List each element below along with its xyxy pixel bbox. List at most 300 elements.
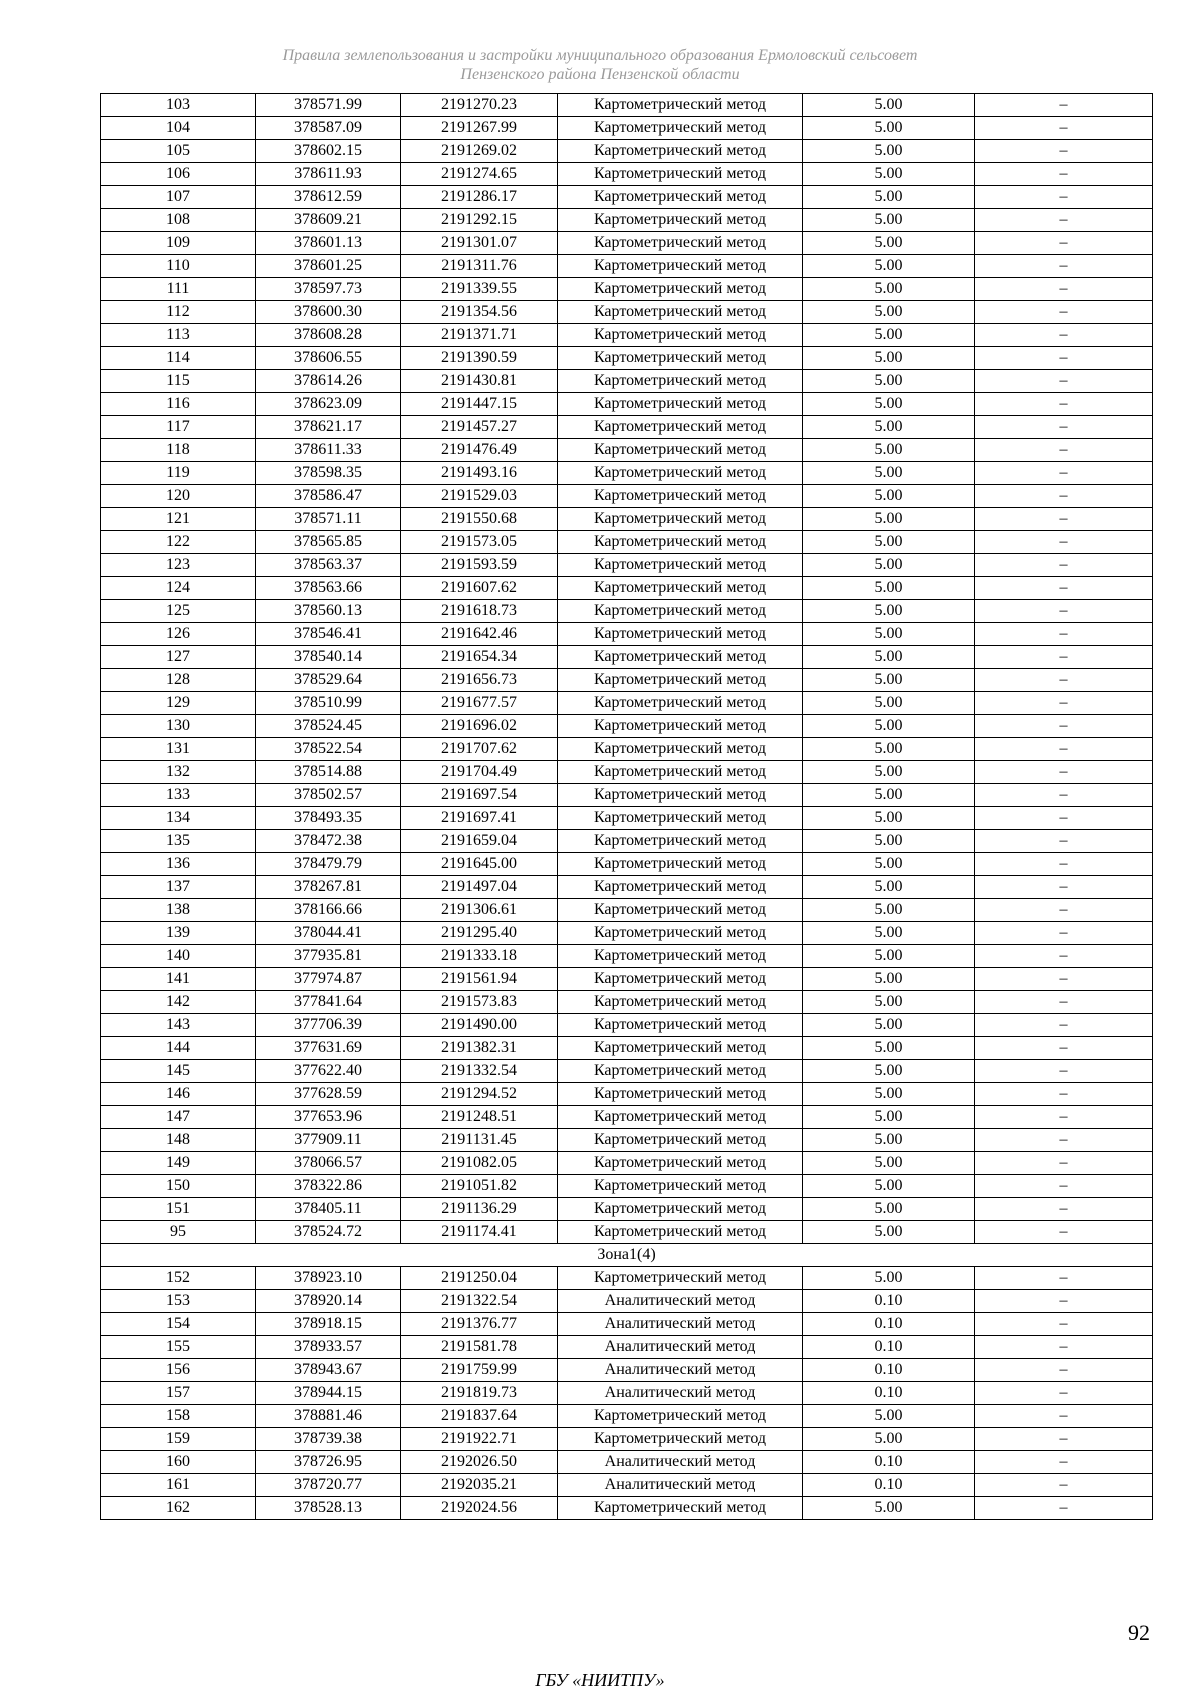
point-number-cell: 139 [101, 922, 256, 945]
x-coordinate-cell: 378739.38 [256, 1428, 401, 1451]
point-number-cell: 145 [101, 1060, 256, 1083]
point-number-cell: 132 [101, 761, 256, 784]
accuracy-cell: 5.00 [803, 1497, 975, 1520]
description-cell: – [975, 1290, 1153, 1313]
description-cell: – [975, 853, 1153, 876]
description-cell: – [975, 899, 1153, 922]
table-row [101, 508, 1153, 531]
accuracy-cell: 5.00 [803, 646, 975, 669]
accuracy-cell: 5.00 [803, 830, 975, 853]
accuracy-cell: 0.10 [803, 1474, 975, 1497]
point-number-cell: 122 [101, 531, 256, 554]
table-row [101, 1336, 1153, 1359]
y-coordinate-cell: 2191656.73 [401, 669, 558, 692]
description-cell: – [975, 462, 1153, 485]
point-number-cell: 151 [101, 1198, 256, 1221]
y-coordinate-cell: 2191677.57 [401, 692, 558, 715]
description-cell: – [975, 485, 1153, 508]
point-number-cell: 143 [101, 1014, 256, 1037]
point-number-cell: 118 [101, 439, 256, 462]
table-row [101, 554, 1153, 577]
accuracy-cell: 5.00 [803, 531, 975, 554]
accuracy-cell: 5.00 [803, 922, 975, 945]
method-cell: Картометрический метод [558, 416, 803, 439]
description-cell: – [975, 301, 1153, 324]
point-number-cell: 116 [101, 393, 256, 416]
point-number-cell: 124 [101, 577, 256, 600]
accuracy-cell: 5.00 [803, 1428, 975, 1451]
x-coordinate-cell: 378606.55 [256, 347, 401, 370]
x-coordinate-cell: 378881.46 [256, 1405, 401, 1428]
point-number-cell: 109 [101, 232, 256, 255]
description-cell: – [975, 1451, 1153, 1474]
y-coordinate-cell: 2191136.29 [401, 1198, 558, 1221]
point-number-cell: 157 [101, 1382, 256, 1405]
table-row [101, 784, 1153, 807]
table-row [101, 1175, 1153, 1198]
accuracy-cell: 0.10 [803, 1313, 975, 1336]
header-line-1: Правила землепользования и застройки муниципального образования Ермоловский сельсовет [282, 47, 918, 64]
x-coordinate-cell: 377622.40 [256, 1060, 401, 1083]
accuracy-cell: 5.00 [803, 807, 975, 830]
description-cell: – [975, 1382, 1153, 1405]
description-cell: – [975, 1129, 1153, 1152]
accuracy-cell: 5.00 [803, 209, 975, 232]
point-number-cell: 162 [101, 1497, 256, 1520]
method-cell: Аналитический метод [558, 1359, 803, 1382]
y-coordinate-cell: 2191593.59 [401, 554, 558, 577]
method-cell: Картометрический метод [558, 393, 803, 416]
x-coordinate-cell: 378608.28 [256, 324, 401, 347]
x-coordinate-cell: 377935.81 [256, 945, 401, 968]
y-coordinate-cell: 2191286.17 [401, 186, 558, 209]
x-coordinate-cell: 378601.25 [256, 255, 401, 278]
point-number-cell: 112 [101, 301, 256, 324]
accuracy-cell: 5.00 [803, 485, 975, 508]
table-row [101, 1152, 1153, 1175]
description-cell: – [975, 439, 1153, 462]
x-coordinate-cell: 378609.21 [256, 209, 401, 232]
x-coordinate-cell: 378586.47 [256, 485, 401, 508]
point-number-cell: 156 [101, 1359, 256, 1382]
point-number-cell: 111 [101, 278, 256, 301]
method-cell: Картометрический метод [558, 508, 803, 531]
accuracy-cell: 5.00 [803, 508, 975, 531]
x-coordinate-cell: 378502.57 [256, 784, 401, 807]
y-coordinate-cell: 2191696.02 [401, 715, 558, 738]
table-row [101, 830, 1153, 853]
y-coordinate-cell: 2191274.65 [401, 163, 558, 186]
table-row [101, 163, 1153, 186]
description-cell: – [975, 117, 1153, 140]
accuracy-cell: 5.00 [803, 876, 975, 899]
description-cell: – [975, 1313, 1153, 1336]
y-coordinate-cell: 2191292.15 [401, 209, 558, 232]
table-row [101, 715, 1153, 738]
method-cell: Картометрический метод [558, 692, 803, 715]
method-cell: Картометрический метод [558, 209, 803, 232]
x-coordinate-cell: 378510.99 [256, 692, 401, 715]
method-cell: Картометрический метод [558, 278, 803, 301]
table-row [101, 278, 1153, 301]
description-cell: – [975, 531, 1153, 554]
table-row [101, 1290, 1153, 1313]
description-cell: – [975, 370, 1153, 393]
y-coordinate-cell: 2191371.71 [401, 324, 558, 347]
y-coordinate-cell: 2191645.00 [401, 853, 558, 876]
description-cell: – [975, 163, 1153, 186]
table-row [101, 1359, 1153, 1382]
x-coordinate-cell: 377628.59 [256, 1083, 401, 1106]
table-row [101, 1106, 1153, 1129]
point-number-cell: 123 [101, 554, 256, 577]
y-coordinate-cell: 2191529.03 [401, 485, 558, 508]
coordinates-table [100, 93, 1153, 1520]
point-number-cell: 117 [101, 416, 256, 439]
table-row [101, 1267, 1153, 1290]
accuracy-cell: 5.00 [803, 94, 975, 117]
method-cell: Картометрический метод [558, 876, 803, 899]
description-cell: – [975, 278, 1153, 301]
point-number-cell: 126 [101, 623, 256, 646]
y-coordinate-cell: 2191269.02 [401, 140, 558, 163]
table-row [101, 1221, 1153, 1244]
point-number-cell: 142 [101, 991, 256, 1014]
description-cell: – [975, 1060, 1153, 1083]
table-row [101, 991, 1153, 1014]
description-cell: – [975, 1497, 1153, 1520]
y-coordinate-cell: 2191490.00 [401, 1014, 558, 1037]
description-cell: – [975, 669, 1153, 692]
description-cell: – [975, 1359, 1153, 1382]
x-coordinate-cell: 378546.41 [256, 623, 401, 646]
method-cell: Картометрический метод [558, 1428, 803, 1451]
point-number-cell: 113 [101, 324, 256, 347]
accuracy-cell: 5.00 [803, 784, 975, 807]
x-coordinate-cell: 378600.30 [256, 301, 401, 324]
description-cell: – [975, 600, 1153, 623]
y-coordinate-cell: 2191457.27 [401, 416, 558, 439]
y-coordinate-cell: 2191311.76 [401, 255, 558, 278]
point-number-cell: 140 [101, 945, 256, 968]
point-number-cell: 120 [101, 485, 256, 508]
method-cell: Картометрический метод [558, 830, 803, 853]
accuracy-cell: 5.00 [803, 853, 975, 876]
x-coordinate-cell: 378920.14 [256, 1290, 401, 1313]
method-cell: Аналитический метод [558, 1474, 803, 1497]
y-coordinate-cell: 2191697.54 [401, 784, 558, 807]
accuracy-cell: 5.00 [803, 991, 975, 1014]
x-coordinate-cell: 377909.11 [256, 1129, 401, 1152]
x-coordinate-cell: 378563.66 [256, 577, 401, 600]
x-coordinate-cell: 378611.33 [256, 439, 401, 462]
description-cell: – [975, 1175, 1153, 1198]
table-row [101, 209, 1153, 232]
x-coordinate-cell: 378598.35 [256, 462, 401, 485]
table-row [101, 462, 1153, 485]
description-cell: – [975, 347, 1153, 370]
x-coordinate-cell: 378528.13 [256, 1497, 401, 1520]
method-cell: Аналитический метод [558, 1313, 803, 1336]
point-number-cell: 133 [101, 784, 256, 807]
accuracy-cell: 5.00 [803, 899, 975, 922]
table-row [101, 1474, 1153, 1497]
y-coordinate-cell: 2191131.45 [401, 1129, 558, 1152]
point-number-cell: 114 [101, 347, 256, 370]
method-cell: Картометрический метод [558, 94, 803, 117]
x-coordinate-cell: 378621.17 [256, 416, 401, 439]
x-coordinate-cell: 378597.73 [256, 278, 401, 301]
point-number-cell: 135 [101, 830, 256, 853]
table-row [101, 117, 1153, 140]
accuracy-cell: 5.00 [803, 1198, 975, 1221]
y-coordinate-cell: 2191270.23 [401, 94, 558, 117]
description-cell: – [975, 692, 1153, 715]
description-cell: – [975, 508, 1153, 531]
method-cell: Картометрический метод [558, 324, 803, 347]
table-row [101, 853, 1153, 876]
point-number-cell: 158 [101, 1405, 256, 1428]
x-coordinate-cell: 378472.38 [256, 830, 401, 853]
method-cell: Аналитический метод [558, 1382, 803, 1405]
accuracy-cell: 5.00 [803, 1175, 975, 1198]
point-number-cell: 148 [101, 1129, 256, 1152]
description-cell: – [975, 1037, 1153, 1060]
accuracy-cell: 5.00 [803, 370, 975, 393]
accuracy-cell: 5.00 [803, 600, 975, 623]
table-row [101, 301, 1153, 324]
table-row [101, 669, 1153, 692]
point-number-cell: 129 [101, 692, 256, 715]
x-coordinate-cell: 378493.35 [256, 807, 401, 830]
accuracy-cell: 5.00 [803, 577, 975, 600]
description-cell: – [975, 968, 1153, 991]
description-cell: – [975, 991, 1153, 1014]
description-cell: – [975, 945, 1153, 968]
x-coordinate-cell: 378514.88 [256, 761, 401, 784]
point-number-cell: 155 [101, 1336, 256, 1359]
point-number-cell: 152 [101, 1267, 256, 1290]
x-coordinate-cell: 378571.99 [256, 94, 401, 117]
y-coordinate-cell: 2191573.83 [401, 991, 558, 1014]
table-row [101, 945, 1153, 968]
method-cell: Картометрический метод [558, 1152, 803, 1175]
method-cell: Картометрический метод [558, 991, 803, 1014]
y-coordinate-cell: 2191704.49 [401, 761, 558, 784]
y-coordinate-cell: 2192024.56 [401, 1497, 558, 1520]
y-coordinate-cell: 2191659.04 [401, 830, 558, 853]
table-row [101, 1083, 1153, 1106]
point-number-cell: 125 [101, 600, 256, 623]
x-coordinate-cell: 378524.72 [256, 1221, 401, 1244]
accuracy-cell: 5.00 [803, 416, 975, 439]
y-coordinate-cell: 2191376.77 [401, 1313, 558, 1336]
description-cell: – [975, 715, 1153, 738]
table-row [101, 370, 1153, 393]
x-coordinate-cell: 378611.93 [256, 163, 401, 186]
description-cell: – [975, 1198, 1153, 1221]
method-cell: Картометрический метод [558, 186, 803, 209]
description-cell: – [975, 186, 1153, 209]
accuracy-cell: 5.00 [803, 163, 975, 186]
accuracy-cell: 5.00 [803, 140, 975, 163]
description-cell: – [975, 761, 1153, 784]
description-cell: – [975, 1083, 1153, 1106]
description-cell: – [975, 1474, 1153, 1497]
table-row [101, 1313, 1153, 1336]
x-coordinate-cell: 378044.41 [256, 922, 401, 945]
description-cell: – [975, 623, 1153, 646]
accuracy-cell: 0.10 [803, 1382, 975, 1405]
point-number-cell: 147 [101, 1106, 256, 1129]
x-coordinate-cell: 378066.57 [256, 1152, 401, 1175]
method-cell: Картометрический метод [558, 899, 803, 922]
accuracy-cell: 0.10 [803, 1336, 975, 1359]
method-cell: Картометрический метод [558, 301, 803, 324]
method-cell: Аналитический метод [558, 1290, 803, 1313]
accuracy-cell: 0.10 [803, 1451, 975, 1474]
method-cell: Картометрический метод [558, 945, 803, 968]
accuracy-cell: 5.00 [803, 1106, 975, 1129]
x-coordinate-cell: 377841.64 [256, 991, 401, 1014]
table-row [101, 876, 1153, 899]
method-cell: Картометрический метод [558, 255, 803, 278]
y-coordinate-cell: 2191561.94 [401, 968, 558, 991]
y-coordinate-cell: 2191051.82 [401, 1175, 558, 1198]
method-cell: Картометрический метод [558, 1267, 803, 1290]
y-coordinate-cell: 2191618.73 [401, 600, 558, 623]
footer-organization: ГБУ «НИИТПУ» [535, 1670, 665, 1690]
y-coordinate-cell: 2192035.21 [401, 1474, 558, 1497]
table-row [101, 1037, 1153, 1060]
point-number-cell: 160 [101, 1451, 256, 1474]
point-number-cell: 106 [101, 163, 256, 186]
table-row [101, 94, 1153, 117]
x-coordinate-cell: 378944.15 [256, 1382, 401, 1405]
table-row [101, 1129, 1153, 1152]
method-cell: Картометрический метод [558, 554, 803, 577]
y-coordinate-cell: 2191267.99 [401, 117, 558, 140]
table-row [101, 324, 1153, 347]
accuracy-cell: 5.00 [803, 439, 975, 462]
method-cell: Картометрический метод [558, 922, 803, 945]
x-coordinate-cell: 378601.13 [256, 232, 401, 255]
x-coordinate-cell: 378560.13 [256, 600, 401, 623]
accuracy-cell: 5.00 [803, 1221, 975, 1244]
description-cell: – [975, 922, 1153, 945]
zone-row [101, 1244, 1153, 1267]
accuracy-cell: 0.10 [803, 1290, 975, 1313]
point-number-cell: 105 [101, 140, 256, 163]
x-coordinate-cell: 377631.69 [256, 1037, 401, 1060]
method-cell: Картометрический метод [558, 1175, 803, 1198]
table-row [101, 1382, 1153, 1405]
point-number-cell: 115 [101, 370, 256, 393]
x-coordinate-cell: 378405.11 [256, 1198, 401, 1221]
point-number-cell: 144 [101, 1037, 256, 1060]
y-coordinate-cell: 2191294.52 [401, 1083, 558, 1106]
x-coordinate-cell: 378540.14 [256, 646, 401, 669]
x-coordinate-cell: 378918.15 [256, 1313, 401, 1336]
table-row [101, 485, 1153, 508]
table-row [101, 255, 1153, 278]
y-coordinate-cell: 2191447.15 [401, 393, 558, 416]
y-coordinate-cell: 2191837.64 [401, 1405, 558, 1428]
y-coordinate-cell: 2191581.78 [401, 1336, 558, 1359]
description-cell: – [975, 577, 1153, 600]
accuracy-cell: 5.00 [803, 554, 975, 577]
y-coordinate-cell: 2191339.55 [401, 278, 558, 301]
table-row [101, 439, 1153, 462]
method-cell: Картометрический метод [558, 1497, 803, 1520]
method-cell: Картометрический метод [558, 1129, 803, 1152]
table-row [101, 531, 1153, 554]
x-coordinate-cell: 378726.95 [256, 1451, 401, 1474]
method-cell: Картометрический метод [558, 439, 803, 462]
table-row [101, 232, 1153, 255]
accuracy-cell: 5.00 [803, 462, 975, 485]
accuracy-cell: 0.10 [803, 1359, 975, 1382]
point-number-cell: 138 [101, 899, 256, 922]
accuracy-cell: 5.00 [803, 347, 975, 370]
point-number-cell: 146 [101, 1083, 256, 1106]
table-row [101, 899, 1153, 922]
table-row [101, 1405, 1153, 1428]
description-cell: – [975, 1152, 1153, 1175]
x-coordinate-cell: 378933.57 [256, 1336, 401, 1359]
point-number-cell: 108 [101, 209, 256, 232]
description-cell: – [975, 209, 1153, 232]
description-cell: – [975, 1014, 1153, 1037]
accuracy-cell: 5.00 [803, 1267, 975, 1290]
x-coordinate-cell: 378571.11 [256, 508, 401, 531]
table-row [101, 646, 1153, 669]
accuracy-cell: 5.00 [803, 1037, 975, 1060]
point-number-cell: 150 [101, 1175, 256, 1198]
method-cell: Картометрический метод [558, 1221, 803, 1244]
method-cell: Картометрический метод [558, 531, 803, 554]
y-coordinate-cell: 2191322.54 [401, 1290, 558, 1313]
y-coordinate-cell: 2191333.18 [401, 945, 558, 968]
y-coordinate-cell: 2191250.04 [401, 1267, 558, 1290]
table-row [101, 1428, 1153, 1451]
method-cell: Картометрический метод [558, 1198, 803, 1221]
y-coordinate-cell: 2191295.40 [401, 922, 558, 945]
x-coordinate-cell: 378565.85 [256, 531, 401, 554]
description-cell: – [975, 1428, 1153, 1451]
description-cell: – [975, 140, 1153, 163]
y-coordinate-cell: 2192026.50 [401, 1451, 558, 1474]
method-cell: Картометрический метод [558, 117, 803, 140]
method-cell: Картометрический метод [558, 715, 803, 738]
page-number: 92 [1128, 1620, 1150, 1645]
method-cell: Аналитический метод [558, 1336, 803, 1359]
y-coordinate-cell: 2191306.61 [401, 899, 558, 922]
method-cell: Картометрический метод [558, 462, 803, 485]
x-coordinate-cell: 378923.10 [256, 1267, 401, 1290]
method-cell: Аналитический метод [558, 1451, 803, 1474]
y-coordinate-cell: 2191550.68 [401, 508, 558, 531]
table-row [101, 140, 1153, 163]
description-cell: – [975, 1106, 1153, 1129]
method-cell: Картометрический метод [558, 853, 803, 876]
accuracy-cell: 5.00 [803, 1129, 975, 1152]
description-cell: – [975, 94, 1153, 117]
y-coordinate-cell: 2191607.62 [401, 577, 558, 600]
x-coordinate-cell: 378587.09 [256, 117, 401, 140]
table-row [101, 692, 1153, 715]
table-row [101, 922, 1153, 945]
